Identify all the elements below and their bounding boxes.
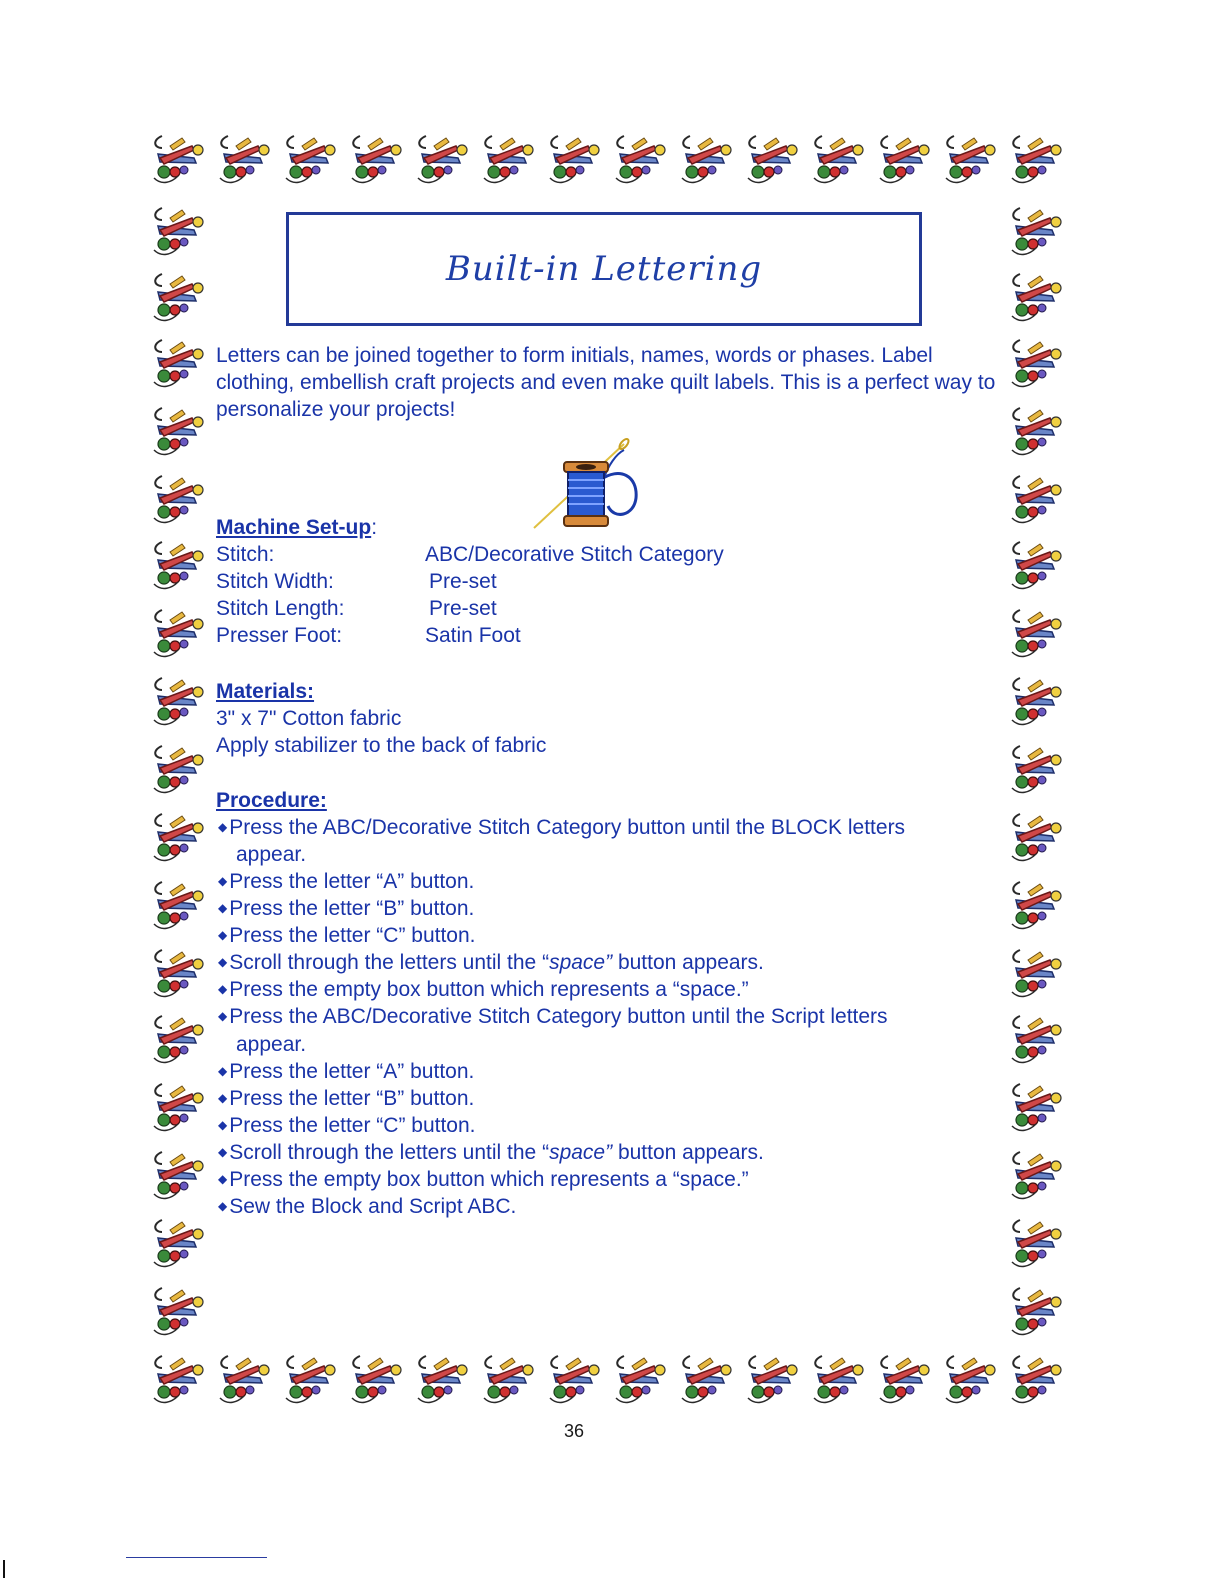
procedure-step: ◆Press the letter “C” button. bbox=[218, 924, 476, 947]
procedure-step: ◆Press the empty box button which represents a “space.” bbox=[218, 1168, 749, 1191]
procedure-step: ◆Press the letter “A” button. bbox=[218, 1060, 475, 1083]
page-number: 36 bbox=[563, 1421, 585, 1441]
thread-spool-icon bbox=[528, 436, 648, 536]
border-bottom bbox=[154, 1356, 1061, 1402]
procedure-step: ◆Press the ABC/Decorative Stitch Category button until the Script letters bbox=[218, 1005, 888, 1028]
procedure-step: ◆Scroll through the letters until the “space” button appears. bbox=[218, 1141, 764, 1164]
scan-edge-mark bbox=[3, 1560, 5, 1578]
procedure-heading: Procedure: bbox=[216, 789, 327, 812]
procedure-step-cont: appear. bbox=[236, 843, 307, 866]
materials-heading: Materials: bbox=[216, 680, 315, 703]
procedure-step: ◆Press the letter “B” button. bbox=[218, 897, 475, 920]
procedure-step: ◆Scroll through the letters until the “space” button appears. bbox=[218, 951, 764, 974]
border-left bbox=[154, 208, 203, 1334]
materials-item: 3" x 7" Cotton fabric bbox=[216, 707, 402, 730]
materials-item: Apply stabilizer to the back of fabric bbox=[216, 734, 547, 757]
intro-paragraph: Letters can be joined together to form initials, names, words or phases. Label clothing, embellish craft projects and even make quilt labels. This is a perfect way to personalize your projects! bbox=[216, 344, 996, 421]
machine-setup-heading: Machine Set-up: bbox=[216, 516, 378, 539]
procedure-step: ◆Press the empty box button which represents a “space.” bbox=[218, 978, 749, 1001]
border-right bbox=[1012, 208, 1061, 1334]
title-box bbox=[286, 212, 922, 326]
procedure-step: ◆Press the ABC/Decorative Stitch Category button until the BLOCK letters bbox=[218, 816, 906, 839]
procedure-step-cont: appear. bbox=[236, 1033, 307, 1056]
border-top bbox=[154, 136, 1061, 182]
procedure-step: ◆Press the letter “B” button. bbox=[218, 1087, 475, 1110]
procedure-step: ◆Press the letter “C” button. bbox=[218, 1114, 476, 1137]
footer-rule bbox=[126, 1557, 267, 1558]
procedure-step: ◆Press the letter “A” button. bbox=[218, 870, 475, 893]
procedure-step: ◆Sew the Block and Script ABC. bbox=[218, 1195, 517, 1218]
page-title: Built-in Lettering bbox=[445, 249, 763, 289]
